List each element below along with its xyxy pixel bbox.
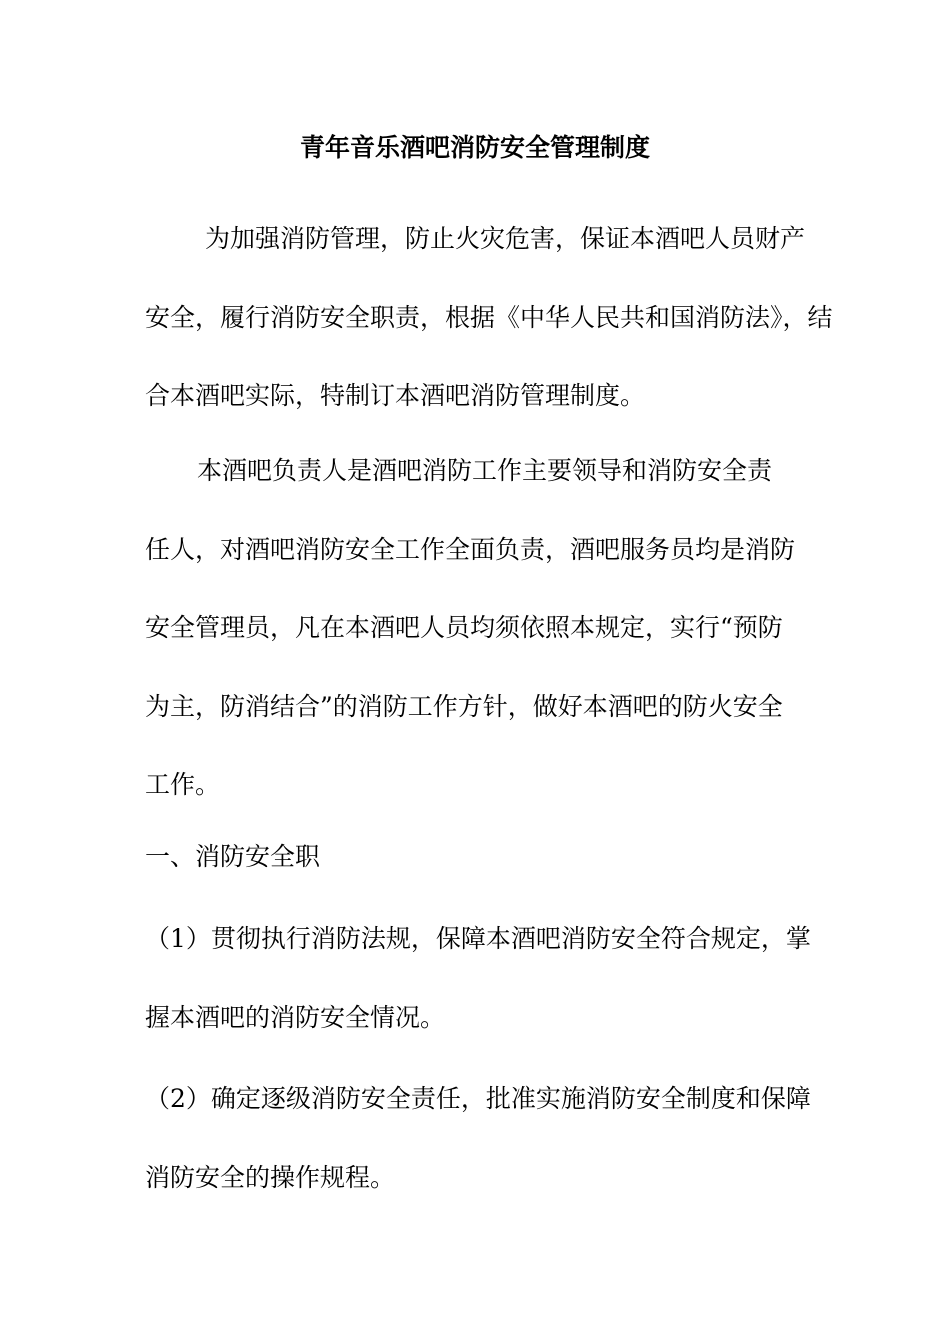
paragraph-line: （1）贯彻执行消防法规，保障本酒吧消防安全符合规定，掌: [145, 924, 811, 953]
document-title: 青年音乐酒吧消防安全管理制度: [299, 133, 650, 162]
responsibility-paragraph: [145, 432, 810, 825]
paragraph-line: 为主，防消结合”的消防工作方针，做好本酒吧的防火安全: [145, 691, 783, 721]
paragraph-line: （2）确定逐级消防安全责任，批准实施消防安全制度和保障: [145, 1084, 811, 1113]
list-item-2: [145, 1060, 810, 1217]
paragraph-line: 安全管理员，凡在本酒吧人员均须依照本规定，实行“预防: [145, 613, 783, 642]
paragraph-line: 消防安全的操作规程。: [145, 1162, 396, 1192]
paragraph-line: 安全，履行消防安全职责，根据《中华人民共和国消防法》，结: [145, 302, 833, 332]
list-item-1: [145, 900, 810, 1057]
paragraph-line: 合本酒吧实际，特制订本酒吧消防管理制度。: [145, 381, 646, 410]
paragraph-line: 为加强消防管理，防止火灾危害，保证本酒吧人员财产: [205, 224, 806, 253]
paragraph-line: 握本酒吧的消防安全情况。: [145, 1002, 446, 1032]
section-heading-text: 一、消防安全职: [145, 842, 321, 871]
intro-paragraph: [145, 200, 833, 436]
section-heading: [145, 818, 810, 897]
paragraph-line: 任人，对酒吧消防安全工作全面负责，酒吧服务员均是消防: [145, 534, 796, 564]
paragraph-line: 本酒吧负责人是酒吧消防工作主要领导和消防安全责: [197, 456, 773, 485]
paragraph-line: 工作。: [145, 770, 221, 799]
